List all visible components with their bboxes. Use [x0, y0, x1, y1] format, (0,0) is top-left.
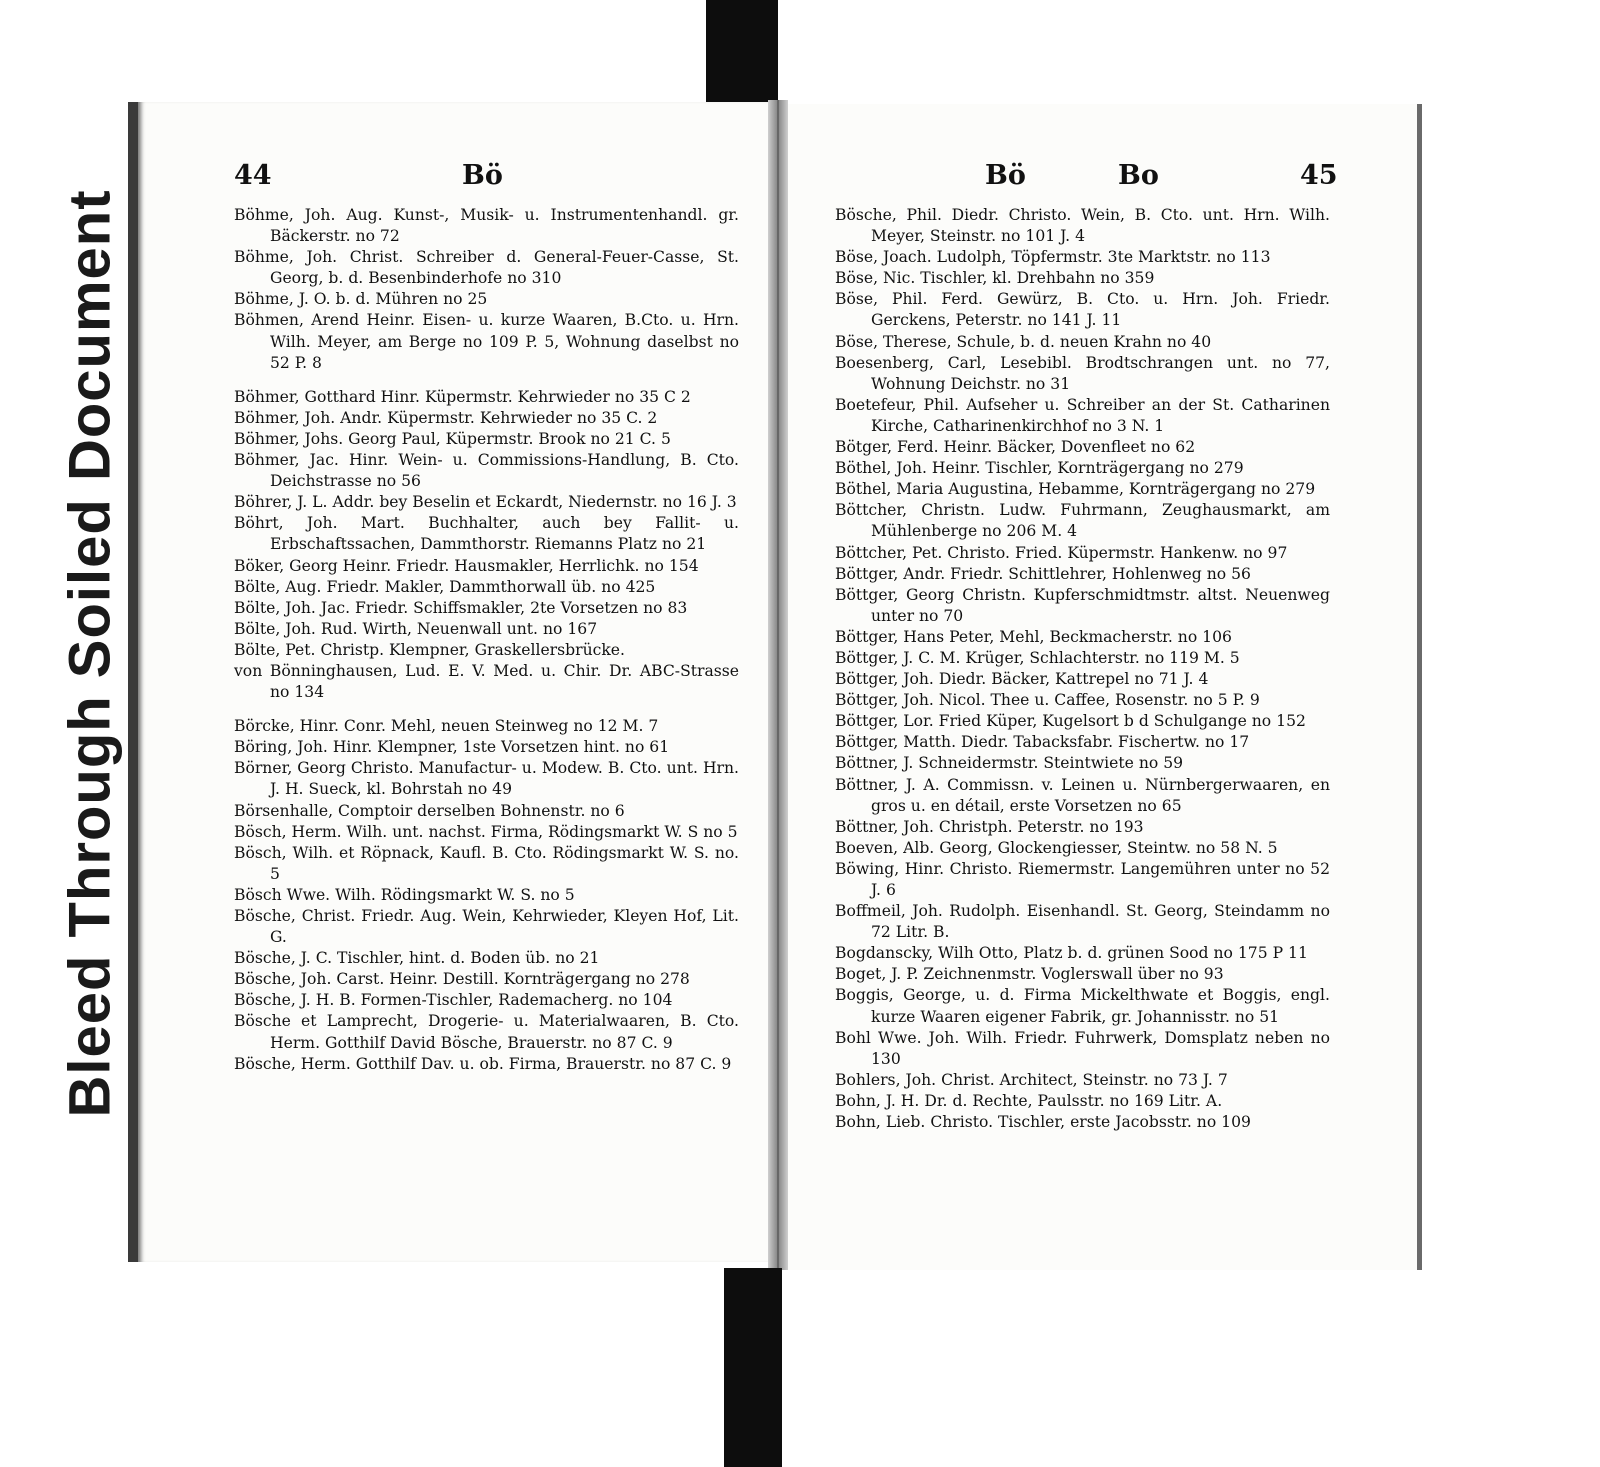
- directory-entry: Böwing, Hinr. Christo. Riemermstr. Langemühren unter no 52 J. 6: [835, 859, 1330, 899]
- directory-entry: Boffmeil, Joh. Rudolph. Eisenhandl. St. Georg, Steindamm no 72 Litr. B.: [835, 902, 1330, 942]
- right-page-header-left: Bö: [985, 160, 1026, 191]
- directory-entry: Böttger, J. C. M. Krüger, Schlachterstr. no 119 M. 5: [835, 648, 1240, 667]
- directory-entry: Bohl Wwe. Joh. Wilh. Friedr. Fuhrwerk, Domsplatz neben no 130: [835, 1028, 1330, 1068]
- book-gutter: [768, 100, 788, 1270]
- directory-entry: Bohlers, Joh. Christ. Architect, Steinstr. no 73 J. 7: [835, 1070, 1228, 1089]
- directory-entry: Böttner, Joh. Christph. Peterstr. no 193: [835, 817, 1144, 836]
- directory-entry: Böttger, Joh. Nicol. Thee u. Caffee, Rosenstr. no 5 P. 9: [835, 691, 1260, 710]
- directory-entry: Bösche et Lamprecht, Drogerie- u. Materialwaaren, B. Cto. Herm. Gotthilf David Bösche, Brauerstr. no 87 C. 9: [234, 1012, 739, 1052]
- right-page-number: 45: [1300, 160, 1338, 191]
- directory-entry: Böttner, J. Schneidermstr. Steintwiete no 59: [835, 754, 1184, 773]
- directory-entry: Böthel, Maria Augustina, Hebamme, Kornträgergang no 279: [835, 480, 1316, 499]
- directory-entry: Bösche, Joh. Carst. Heinr. Destill. Kornträgergang no 278: [234, 970, 690, 989]
- directory-entry: Böthel, Joh. Heinr. Tischler, Kornträgergang no 279: [835, 459, 1244, 478]
- directory-entry: Böker, Georg Heinr. Friedr. Hausmakler, Herrlichk. no 154: [234, 556, 699, 575]
- directory-entry: Böhme, Joh. Aug. Kunst-, Musik- u. Instrumentenhandl. gr. Bäckerstr. no 72: [234, 206, 739, 246]
- directory-entry: Bohn, Lieb. Christo. Tischler, erste Jacobsstr. no 109: [835, 1113, 1251, 1132]
- directory-entry: Boeven, Alb. Georg, Glockengiesser, Steintw. no 58 N. 5: [835, 838, 1278, 857]
- directory-entry: Böttger, Andr. Friedr. Schittlehrer, Hohlenweg no 56: [835, 564, 1251, 583]
- binding-spine-bottom: [724, 1268, 782, 1467]
- directory-entry: Bogdanscky, Wilh Otto, Platz b. d. grünen Sood no 175 P 11: [835, 944, 1308, 963]
- directory-entry: Böhmer, Joh. Andr. Küpermstr. Kehrwieder no 35 C. 2: [234, 408, 658, 427]
- directory-entry: Bötger, Ferd. Heinr. Bäcker, Dovenfleet no 62: [835, 438, 1196, 457]
- directory-entry: Boesenberg, Carl, Lesebibl. Brodtschrangen unt. no 77, Wohnung Deichstr. no 31: [835, 353, 1330, 393]
- directory-entry: Böhmer, Johs. Georg Paul, Küpermstr. Brook no 21 C. 5: [234, 429, 671, 448]
- directory-entry: Böring, Joh. Hinr. Klempner, 1ste Vorsetzen hint. no 61: [234, 738, 670, 757]
- directory-entry: Börner, Georg Christo. Manufactur- u. Modew. B. Cto. unt. Hrn. J. H. Sueck, kl. Bohrstah no 49: [234, 759, 739, 799]
- left-page-entries: [234, 205, 739, 1075]
- directory-entry: Bösche, Phil. Diedr. Christo. Wein, B. Cto. unt. Hrn. Wilh. Meyer, Steinstr. no 101 J. 4: [835, 206, 1330, 246]
- directory-entry: Börsenhalle, Comptoir derselben Bohnenstr. no 6: [234, 801, 625, 820]
- directory-entry: Böhrt, Joh. Mart. Buchhalter, auch bey Fallit- u. Erbschaftssachen, Dammthorstr. Riemanns Platz no 21: [234, 514, 739, 554]
- directory-entry: von Bönninghausen, Lud. E. V. Med. u. Chir. Dr. ABC-Strasse no 134: [234, 661, 739, 702]
- directory-entry: Böttner, J. A. Commissn. v. Leinen u. Nürnbergerwaaren, en gros u. en détail, erste Vorsetzen no 65: [835, 775, 1330, 815]
- directory-entry: Böhmer, Jac. Hinr. Wein- u. Commissions-Handlung, B. Cto. Deichstrasse no 56: [234, 451, 739, 491]
- directory-entry: Böhmer, Gotthard Hinr. Küpermstr. Kehrwieder no 35 C 2: [234, 387, 691, 406]
- directory-entry: Boget, J. P. Zeichnenmstr. Voglerswall über no 93: [835, 965, 1224, 984]
- directory-entry: Börcke, Hinr. Conr. Mehl, neuen Steinweg no 12 M. 7: [234, 717, 659, 736]
- directory-entry: Bösche, Herm. Gotthilf Dav. u. ob. Firma, Brauerstr. no 87 C. 9: [234, 1054, 732, 1073]
- right-page-entries: [835, 205, 1330, 1133]
- directory-entry: Bösch, Wilh. et Röpnack, Kaufl. B. Cto. Rödingsmarkt W. S. no. 5: [234, 843, 739, 883]
- directory-entry: Böse, Nic. Tischler, kl. Drehbahn no 359: [835, 269, 1155, 288]
- directory-entry: Bösch Wwe. Wilh. Rödingsmarkt W. S. no 5: [234, 885, 575, 904]
- condition-label: [57, 128, 123, 1178]
- directory-entry: Bösche, J. C. Tischler, hint. d. Boden üb. no 21: [234, 949, 600, 968]
- directory-entry: Bölte, Joh. Rud. Wirth, Neuenwall unt. no 167: [234, 619, 598, 638]
- directory-entry: Böttger, Lor. Fried Küper, Kugelsort b d Schulgange no 152: [835, 712, 1306, 731]
- directory-entry: Bölte, Pet. Christp. Klempner, Graskellersbrücke.: [234, 640, 625, 659]
- condition-label-text: Bleed Through Soiled Document: [57, 188, 123, 1118]
- directory-entry: Böhme, J. O. b. d. Mühren no 25: [234, 290, 488, 309]
- directory-entry: Böttger, Georg Christn. Kupferschmidtmstr. altst. Neuenweg unter no 70: [835, 585, 1330, 625]
- left-page-header: Bö: [462, 160, 503, 191]
- directory-entry: Bohn, J. H. Dr. d. Rechte, Paulsstr. no 169 Litr. A.: [835, 1091, 1223, 1110]
- directory-entry: Böttger, Joh. Diedr. Bäcker, Kattrepel no 71 J. 4: [835, 670, 1209, 689]
- directory-entry: Böttcher, Christn. Ludw. Fuhrmann, Zeughausmarkt, am Mühlenberge no 206 M. 4: [835, 501, 1330, 541]
- directory-entry: Böttcher, Pet. Christo. Fried. Küpermstr. Hankenw. no 97: [835, 543, 1288, 562]
- directory-entry: Bölte, Aug. Friedr. Makler, Dammthorwall üb. no 425: [234, 577, 656, 596]
- directory-entry: Bösche, Christ. Friedr. Aug. Wein, Kehrwieder, Kleyen Hof, Lit. G.: [234, 907, 739, 947]
- directory-entry: Böttger, Hans Peter, Mehl, Beckmacherstr. no 106: [835, 627, 1232, 646]
- directory-entry: Böhme, Joh. Christ. Schreiber d. General-Feuer-Casse, St. Georg, b. d. Besenbinderhofe no 310: [234, 248, 739, 288]
- directory-entry: Boetefeur, Phil. Aufseher u. Schreiber an der St. Catharinen Kirche, Catharinenkirchhof no 3 N. 1: [835, 395, 1330, 435]
- right-page-header-right: Bo: [1118, 160, 1159, 191]
- directory-entry: Böhmen, Arend Heinr. Eisen- u. kurze Waaren, B.Cto. u. Hrn. Wilh. Meyer, am Berge no 109 P. 5, Wohnung daselbst no 52 P. 8: [234, 311, 739, 372]
- directory-entry: Bösch, Herm. Wilh. unt. nachst. Firma, Rödingsmarkt W. S no 5: [234, 822, 738, 841]
- directory-entry: Bösche, J. H. B. Formen-Tischler, Rademacherg. no 104: [234, 991, 673, 1010]
- left-page-number: 44: [234, 160, 272, 191]
- directory-entry: Böse, Therese, Schule, b. d. neuen Krahn no 40: [835, 332, 1212, 351]
- directory-entry: Böttger, Matth. Diedr. Tabacksfabr. Fischertw. no 17: [835, 733, 1250, 752]
- directory-entry: Böse, Phil. Ferd. Gewürz, B. Cto. u. Hrn. Joh. Friedr. Gerckens, Peterstr. no 141 J. 11: [835, 290, 1330, 330]
- directory-entry: Böhrer, J. L. Addr. bey Beselin et Eckardt, Niedernstr. no 16 J. 3: [234, 493, 737, 512]
- binding-spine-top: [706, 0, 778, 110]
- directory-entry: Bölte, Joh. Jac. Friedr. Schiffsmakler, 2te Vorsetzen no 83: [234, 598, 688, 617]
- directory-entry: Boggis, George, u. d. Firma Mickelthwate et Boggis, engl. kurze Waaren eigener Fabrik, gr. Johannisstr. no 51: [835, 986, 1330, 1026]
- directory-entry: Böse, Joach. Ludolph, Töpfermstr. 3te Marktstr. no 113: [835, 248, 1271, 267]
